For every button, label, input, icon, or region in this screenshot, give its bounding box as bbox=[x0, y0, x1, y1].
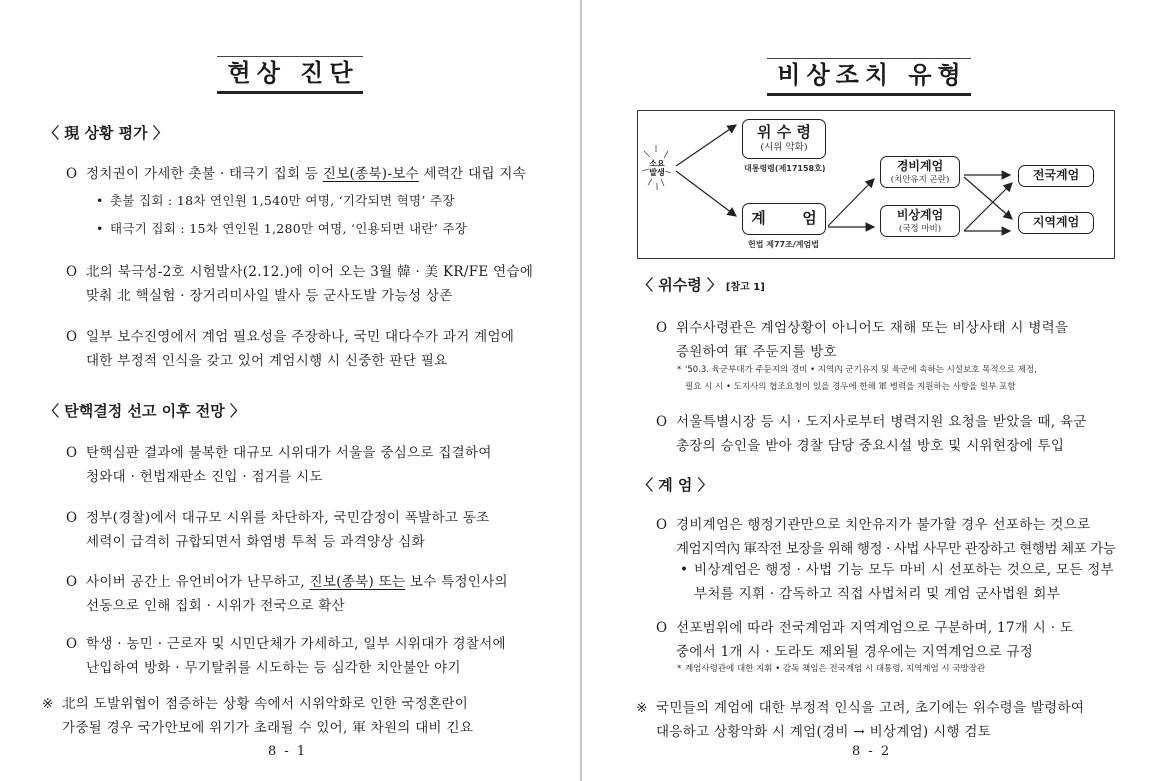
reference-tag: [참고 1] bbox=[725, 282, 765, 293]
circle-marker: O bbox=[66, 329, 78, 345]
list-item: O 정부(경찰)에서 대규모 시위를 차단하자, 국민감정이 폭발하고 동조 세력이 급격히 규합되면서 화염병 투척 등 과격양상 심화 bbox=[86, 506, 556, 554]
list-item: O 서울특별시장 등 시 · 도지사로부터 병력지원 요청을 받았을 때, 육군 총장의 승인을 받아 경찰 담당 중요시설 방호 및 시위현장에 투입 bbox=[676, 410, 1136, 458]
diagram-box-gyeongbi: 경비계엄 (치안유지 곤란) bbox=[880, 156, 960, 188]
section-heading-outlook: 〈 탄핵결정 선고 이후 전망 〉 bbox=[44, 402, 246, 420]
diagram-caption: 헌법 제77조/계엄법 bbox=[748, 240, 819, 249]
footnote: * '50.3. 육군부대가 주둔지의 경비 • 지역內 군기유지 및 육군에 속하는 시설보호 목적으로 제정, 필요 시 시 • 도지사의 협조요청이 있을 경우에 한해 軍 병력을 지원하는 사항을 일부 포함 bbox=[677, 365, 1037, 392]
circle-marker: O bbox=[656, 320, 668, 336]
page-number: 8 - 2 bbox=[852, 744, 892, 759]
list-item: O 사이버 공간上 유언비어가 난무하고, 진보(종북) 또는 보수 특정인사의 선동으로 인해 집회 · 시위가 전국으로 확산 bbox=[86, 570, 556, 618]
diagram-box-wisuryeong: 위 수 령 (시위 악화) bbox=[742, 119, 826, 159]
circle-marker: O bbox=[66, 445, 78, 461]
underlined-text: 진보(종북)-보수 bbox=[322, 166, 419, 182]
circle-marker: O bbox=[66, 166, 78, 182]
circle-marker: O bbox=[656, 517, 668, 533]
diagram-box-gyeeom: 계 엄 bbox=[742, 203, 826, 235]
page-title: 비상조치 유형 bbox=[767, 58, 970, 96]
bullet-icon: • bbox=[96, 193, 104, 208]
bullet-icon: • bbox=[96, 221, 104, 236]
bullet-item: • 촛불 집회 : 18차 연인원 1,540만 여명, ‘기각되면 혁명’ 주장 bbox=[110, 190, 560, 212]
diagram-caption: 대통령령(제17158호) bbox=[744, 164, 826, 173]
circle-marker: O bbox=[66, 574, 78, 590]
remark: ※ 北의 도발위협이 점증하는 상황 속에서 시위악화로 인한 국정혼란이 가중될 경우 국가안보에 위기가 초래될 수 있어, 軍 차원의 대비 긴요 bbox=[62, 692, 562, 740]
circle-marker: O bbox=[66, 510, 78, 526]
section-heading-martial-law: 〈 계 엄 〉 bbox=[638, 476, 713, 494]
diagram-box-bisang: 비상계엄 (국정 마비) bbox=[880, 205, 960, 237]
bullet-item: • 태극기 집회 : 15차 연인원 1,280만 여명, ‘인용되면 내란’ 주장 bbox=[110, 218, 560, 240]
circle-marker: O bbox=[656, 414, 668, 430]
diagram-box-jeonguk: 전국계엄 bbox=[1018, 165, 1094, 187]
footnote: * 계엄사령관에 대한 지휘 • 감독 책임은 전국계엄 시 대통령, 지역계엄 시 국방장관 bbox=[677, 664, 986, 674]
list-item: O 경비계엄은 행정기관만으로 치안유지가 불가할 경우 선포하는 것으로 계엄지역內 軍작전 보장을 위해 행정 · 사법 사무만 관장하고 현행범 체포 가능 bbox=[676, 513, 1136, 561]
list-item: O 일부 보수진영에서 계엄 필요성을 주장하나, 국민 대다수가 과거 계엄에 대한 부정적 인식을 갖고 있어 계엄시행 시 신중한 판단 필요 bbox=[86, 325, 556, 373]
emergency-measures-diagram bbox=[637, 110, 1115, 259]
bullet-icon: • bbox=[680, 562, 689, 578]
list-item: O 정치권이 가세한 촛불 · 태극기 집회 등 진보(종북)-보수 세력간 대립 지속 bbox=[86, 162, 556, 186]
circle-marker: O bbox=[656, 620, 668, 636]
page-number: 8 - 1 bbox=[268, 744, 308, 759]
list-item: O 위수사령관은 계엄상황이 아니어도 재해 또는 비상사태 시 병력을 증원하여 軍 주둔지를 방호 bbox=[676, 316, 1136, 364]
section-heading-wisuryeong: 〈 위수령 〉 [참고 1] bbox=[638, 276, 765, 294]
page-divider bbox=[580, 0, 582, 781]
diagram-box-jiyeok: 지역계엄 bbox=[1018, 212, 1094, 234]
list-item: O 선포범위에 따라 전국계엄과 지역계엄으로 구분하며, 17개 시 · 도 중에서 1개 시 · 도라도 제외될 경우에는 지역계엄으로 규정 bbox=[676, 616, 1136, 664]
list-item: O 탄핵심판 결과에 불복한 대규모 시위대가 서울을 중심으로 집결하여 청와대 · 헌법재판소 진입 · 점거를 시도 bbox=[86, 441, 556, 489]
remark: ※ 국민들의 계엄에 대한 부정적 인식을 고려, 초기에는 위수령을 발령하여 대응하고 상황악화 시 계엄(경비 → 비상계엄) 시행 검토 bbox=[656, 696, 1136, 744]
disturbance-burst: 소요 발생 bbox=[649, 159, 665, 177]
reference-mark-icon: ※ bbox=[42, 696, 54, 712]
list-item: O 北의 북극성-2호 시험발사(2.12.)에 이어 오는 3월 韓 · 美 KR/FE 연습에 맞춰 北 핵실험 · 장거리미사일 발사 등 군사도발 가능성 상존 bbox=[86, 260, 556, 308]
page-title: 현상 진단 bbox=[217, 56, 362, 94]
section-heading-current-assessment: 〈 現 상황 평가 〉 bbox=[44, 124, 168, 142]
reference-mark-icon: ※ bbox=[636, 700, 648, 716]
circle-marker: O bbox=[66, 264, 78, 280]
page-title-wrap bbox=[0, 56, 580, 94]
bullet-item: • 비상계엄은 행정 · 사법 기능 모두 마비 시 선포하는 것으로, 모든 정부 부처를 지휘 · 감독하고 직접 사법처리 및 계엄 군사법원 회부 bbox=[694, 558, 1138, 606]
circle-marker: O bbox=[66, 636, 78, 652]
page-title-wrap bbox=[582, 58, 1156, 96]
list-item: O 학생 · 농민 · 근로자 및 시민단체가 가세하고, 일부 시위대가 경찰서에 난입하여 방화 · 무기탈취를 시도하는 등 심각한 치안불안 야기 bbox=[86, 632, 556, 680]
underlined-text: 진보(종북) 또는 bbox=[309, 574, 406, 590]
